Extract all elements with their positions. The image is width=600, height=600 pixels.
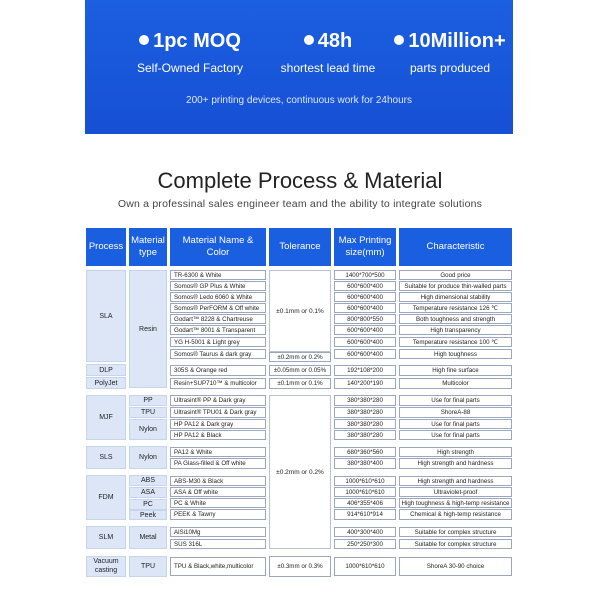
type-abs: ABS [129, 475, 167, 486]
type-nylon-sls: Nylon [129, 446, 167, 469]
material-name-cell: YG H-5001 & Light grey [170, 337, 266, 347]
max-size-cell: 380*380*280 [334, 430, 396, 440]
characteristic-cell: Suitable for complex structure [399, 539, 512, 549]
max-size-cell: 380*380*400 [334, 458, 396, 469]
material-name-cell: Somos® PerFORM & Off white [170, 303, 266, 313]
type-tpu-vacuum: TPU [129, 556, 167, 577]
characteristic-cell: Suitable for complex structure [399, 527, 512, 537]
characteristic-cell: High toughness [399, 349, 512, 359]
max-size-cell: 600*600*400 [334, 349, 396, 359]
max-size-cell: 600*600*400 [334, 303, 396, 313]
material-name-cell: Resin+SUP710™ & multicolor [170, 378, 266, 389]
characteristic-cell: High strength and hardness [399, 458, 512, 469]
type-metal: Metal [129, 526, 167, 549]
max-size-cell: 600*600*400 [334, 337, 396, 347]
gear-icon [394, 35, 404, 45]
max-size-cell: 250*250*300 [334, 539, 396, 549]
max-size-cell: 400*300*400 [334, 527, 396, 537]
material-name-cell: ASA & Off white [170, 487, 266, 497]
header-max-size: Max Printing size(mm) [334, 228, 396, 266]
header-material-name: Material Name & Color [170, 228, 266, 266]
stat-value: 48h [317, 30, 353, 52]
type-peek: Peek [129, 510, 167, 520]
banner-tagline: 200+ printing devices, continuous work for 24hours [186, 95, 412, 106]
type-resin: Resin [129, 270, 167, 388]
material-name-cell: Ultrasint® TPU01 & Dark gray [170, 407, 266, 418]
stat-label: shortest lead time [280, 61, 376, 75]
tolerance-mjf-sls-fdm-slm: ±0.2mm or 0.2% [269, 395, 331, 549]
characteristic-cell: Both toughness and strength [399, 314, 512, 324]
header-material-type: Material type [129, 228, 167, 266]
material-name-cell: PEEK & Tawny [170, 509, 266, 520]
characteristic-cell: Use for final parts [399, 419, 512, 429]
characteristic-cell: Ultraviolet-proof [399, 487, 512, 497]
material-name-cell: Ultrasint® PP & Dark gray [170, 395, 266, 406]
characteristic-cell: Suitable for produce thin-walled parts [399, 281, 512, 291]
max-size-cell: 192*108*200 [334, 365, 396, 376]
characteristic-cell: High toughness & high-temp resistance [399, 498, 512, 508]
stat-value: 10Million+ [408, 30, 506, 52]
material-name-cell: Godart™ 8001 & Transparent [170, 325, 266, 335]
max-size-cell: 1000*610*610 [334, 476, 396, 486]
page-subtitle: Own a professinal sales engineer team and the ability to integrate solutions [117, 198, 483, 210]
characteristic-cell: High dimensional stability [399, 292, 512, 302]
header-tolerance: Tolerance [269, 228, 331, 266]
tolerance-sla-taurus: ±0.2mm or 0.2% [269, 352, 331, 362]
process-sla: SLA [86, 270, 126, 362]
max-size-cell: 1000*610*610 [334, 487, 396, 497]
material-name-cell: HP PA12 & Dark gray [170, 419, 266, 429]
type-pp: PP [129, 395, 167, 406]
characteristic-cell: High transparency [399, 325, 512, 335]
max-size-cell: 600*600*400 [334, 325, 396, 335]
material-name-cell: Somos® Ledo 6060 & White [170, 292, 266, 302]
max-size-cell: 1400*700*500 [334, 270, 396, 280]
process-slm: SLM [86, 526, 126, 549]
type-tpu: TPU [129, 407, 167, 418]
max-size-cell: 406*355*406 [334, 498, 396, 508]
tolerance-polyjet: ±0.1mm or 0.1% [269, 378, 331, 389]
max-size-cell: 914*610*914 [334, 509, 396, 520]
tolerance-vacuum: ±0.3mm or 0.3% [269, 556, 331, 577]
characteristic-cell: High strength [399, 447, 512, 457]
max-size-cell: 380*380*280 [334, 395, 396, 406]
stat-label: Self-Owned Factory [136, 61, 244, 75]
material-name-cell: 305S & Orange red [170, 365, 266, 376]
stat-parts [375, 30, 525, 75]
banner [85, 0, 513, 134]
characteristic-cell: Good price [399, 270, 512, 280]
type-nylon-mjf: Nylon [129, 419, 167, 440]
material-name-cell: TPU & Black,white,multicolor [170, 557, 266, 576]
process-polyjet: PolyJet [86, 377, 126, 389]
stat-label: parts produced [409, 61, 491, 75]
material-name-cell: Godart™ 8228 & Chartreuse [170, 314, 266, 324]
material-name-cell: Somos® Taurus & dark gray [170, 349, 266, 359]
max-size-cell: 380*380*280 [334, 407, 396, 418]
page-title: Complete Process & Material [157, 168, 443, 193]
max-size-cell: 380*380*280 [334, 419, 396, 429]
characteristic-cell: Temperature resistance 126 ℃ [399, 303, 512, 313]
characteristic-cell: Chemical & high-temp resistance [399, 509, 512, 520]
material-name-cell: SUS 316L [170, 539, 266, 549]
characteristic-cell: Temperature resistance 100 ℃ [399, 337, 512, 347]
stat-value: 1pc MOQ [153, 30, 241, 52]
characteristic-cell: High strength and hardness [399, 476, 512, 486]
stat-moq [115, 30, 265, 75]
header-process: Process [86, 228, 126, 266]
characteristic-cell: Use for final parts [399, 430, 512, 440]
material-name-cell: TR-6300 & White [170, 270, 266, 280]
tolerance-dlp: ±0.05mm or 0.05% [269, 365, 331, 376]
characteristic-cell: ShoreA 30-90 choice [399, 557, 512, 576]
max-size-cell: 680*360*560 [334, 447, 396, 457]
material-name-cell: AlSi10Mg [170, 527, 266, 537]
max-size-cell: 600*600*400 [334, 281, 396, 291]
characteristic-cell: ShoreA-88 [399, 407, 512, 418]
process-vacuum-casting: Vacuum casting [86, 556, 126, 577]
clock-icon [304, 35, 314, 45]
characteristic-cell: High fine surface [399, 365, 512, 376]
type-pc: PC [129, 499, 167, 510]
process-sls: SLS [86, 446, 126, 469]
type-asa: ASA [129, 487, 167, 498]
max-size-cell: 1000*610*610 [334, 557, 396, 576]
process-fdm: FDM [86, 475, 126, 520]
characteristic-cell: Use for final parts [399, 395, 512, 406]
tolerance-sla: ±0.1mm or 0.1% [269, 270, 331, 352]
max-size-cell: 800*800*550 [334, 314, 396, 324]
characteristic-cell: Multicolor [399, 378, 512, 389]
process-dlp: DLP [86, 364, 126, 376]
gear-icon [139, 35, 149, 45]
material-name-cell: ABS-M30 & Black [170, 476, 266, 486]
max-size-cell: 140*200*190 [334, 378, 396, 389]
material-name-cell: HP PA12 & Black [170, 430, 266, 440]
header-characteristic: Characteristic [399, 228, 512, 266]
process-mjf: MJF [86, 395, 126, 440]
material-name-cell: PA12 & White [170, 447, 266, 457]
material-name-cell: Somos® GP Plus & White [170, 281, 266, 291]
material-name-cell: PC & White [170, 498, 266, 508]
material-name-cell: PA Glass-filled & Off white [170, 458, 266, 469]
max-size-cell: 600*600*400 [334, 292, 396, 302]
